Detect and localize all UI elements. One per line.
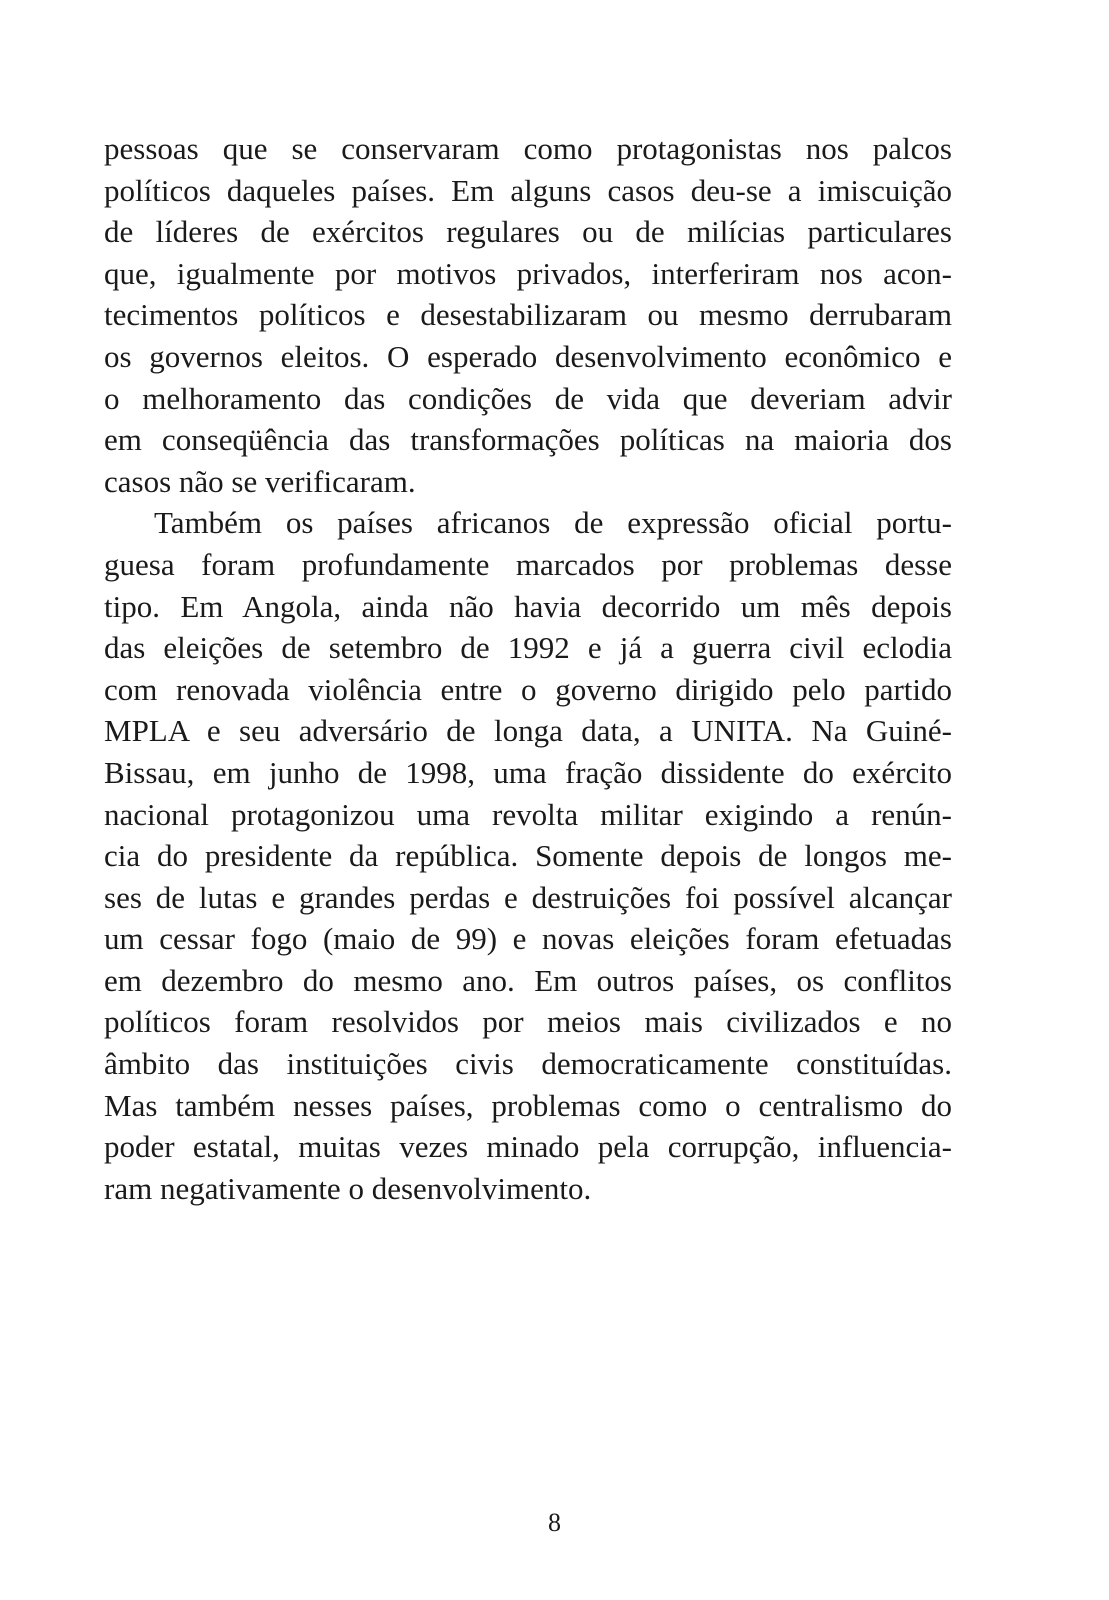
text-line: o melhoramento das condições de vida que deveriam advir: [104, 380, 952, 416]
text-line: Mas também nesses países, problemas como o centralismo do: [104, 1087, 952, 1123]
text-line: políticos foram resolvidos por meios mais civilizados e no: [104, 1004, 952, 1040]
text-line: nacional protagonizou uma revolta militar exigindo a renún-: [104, 796, 952, 832]
body-text: [104, 128, 952, 1209]
text-line: em dezembro do mesmo ano. Em outros países, os conflitos: [104, 962, 952, 998]
text-line: com renovada violência entre o governo dirigido pelo partido: [104, 671, 952, 707]
text-line: tecimentos políticos e desestabilizaram ou mesmo derrubaram: [104, 297, 952, 333]
text-line: cia do presidente da república. Somente depois de longos me-: [104, 838, 952, 874]
text-line: ram negativamente o desenvolvimento.: [104, 1170, 592, 1206]
paragraph-start-line: Também os países africanos de expressão oficial portu-: [154, 505, 952, 541]
page-number: 8: [548, 1508, 561, 1537]
text-line: das eleições de setembro de 1992 e já a guerra civil eclodia: [104, 630, 952, 666]
text-line: MPLA e seu adversário de longa data, a UNITA. Na Guiné-: [104, 713, 952, 749]
text-line: um cessar fogo (maio de 99) e novas eleições foram efetuadas: [104, 921, 952, 957]
text-line: âmbito das instituições civis democraticamente constituídas.: [104, 1046, 952, 1082]
text-line: Bissau, em junho de 1998, uma fração dissidente do exército: [104, 754, 952, 790]
text-line: os governos eleitos. O esperado desenvolvimento econômico e: [104, 338, 952, 374]
text-line: em conseqüência das transformações políticas na maioria dos: [104, 422, 952, 458]
text-line: guesa foram profundamente marcados por problemas desse: [104, 546, 952, 582]
text-line: poder estatal, muitas vezes minado pela corrupção, influencia-: [104, 1129, 952, 1165]
text-line: de líderes de exércitos regulares ou de milícias particulares: [104, 214, 952, 250]
text-line: pessoas que se conservaram como protagonistas nos palcos: [104, 131, 952, 166]
text-line: casos não se verificaram.: [104, 463, 416, 499]
text-line: ses de lutas e grandes perdas e destruições foi possível alcançar: [104, 879, 952, 915]
text-line: políticos daqueles países. Em alguns casos deu-se a imiscuição: [104, 172, 952, 208]
text-line: tipo. Em Angola, ainda não havia decorrido um mês depois: [104, 588, 952, 624]
text-line: que, igualmente por motivos privados, interferiram nos acon-: [104, 255, 952, 291]
